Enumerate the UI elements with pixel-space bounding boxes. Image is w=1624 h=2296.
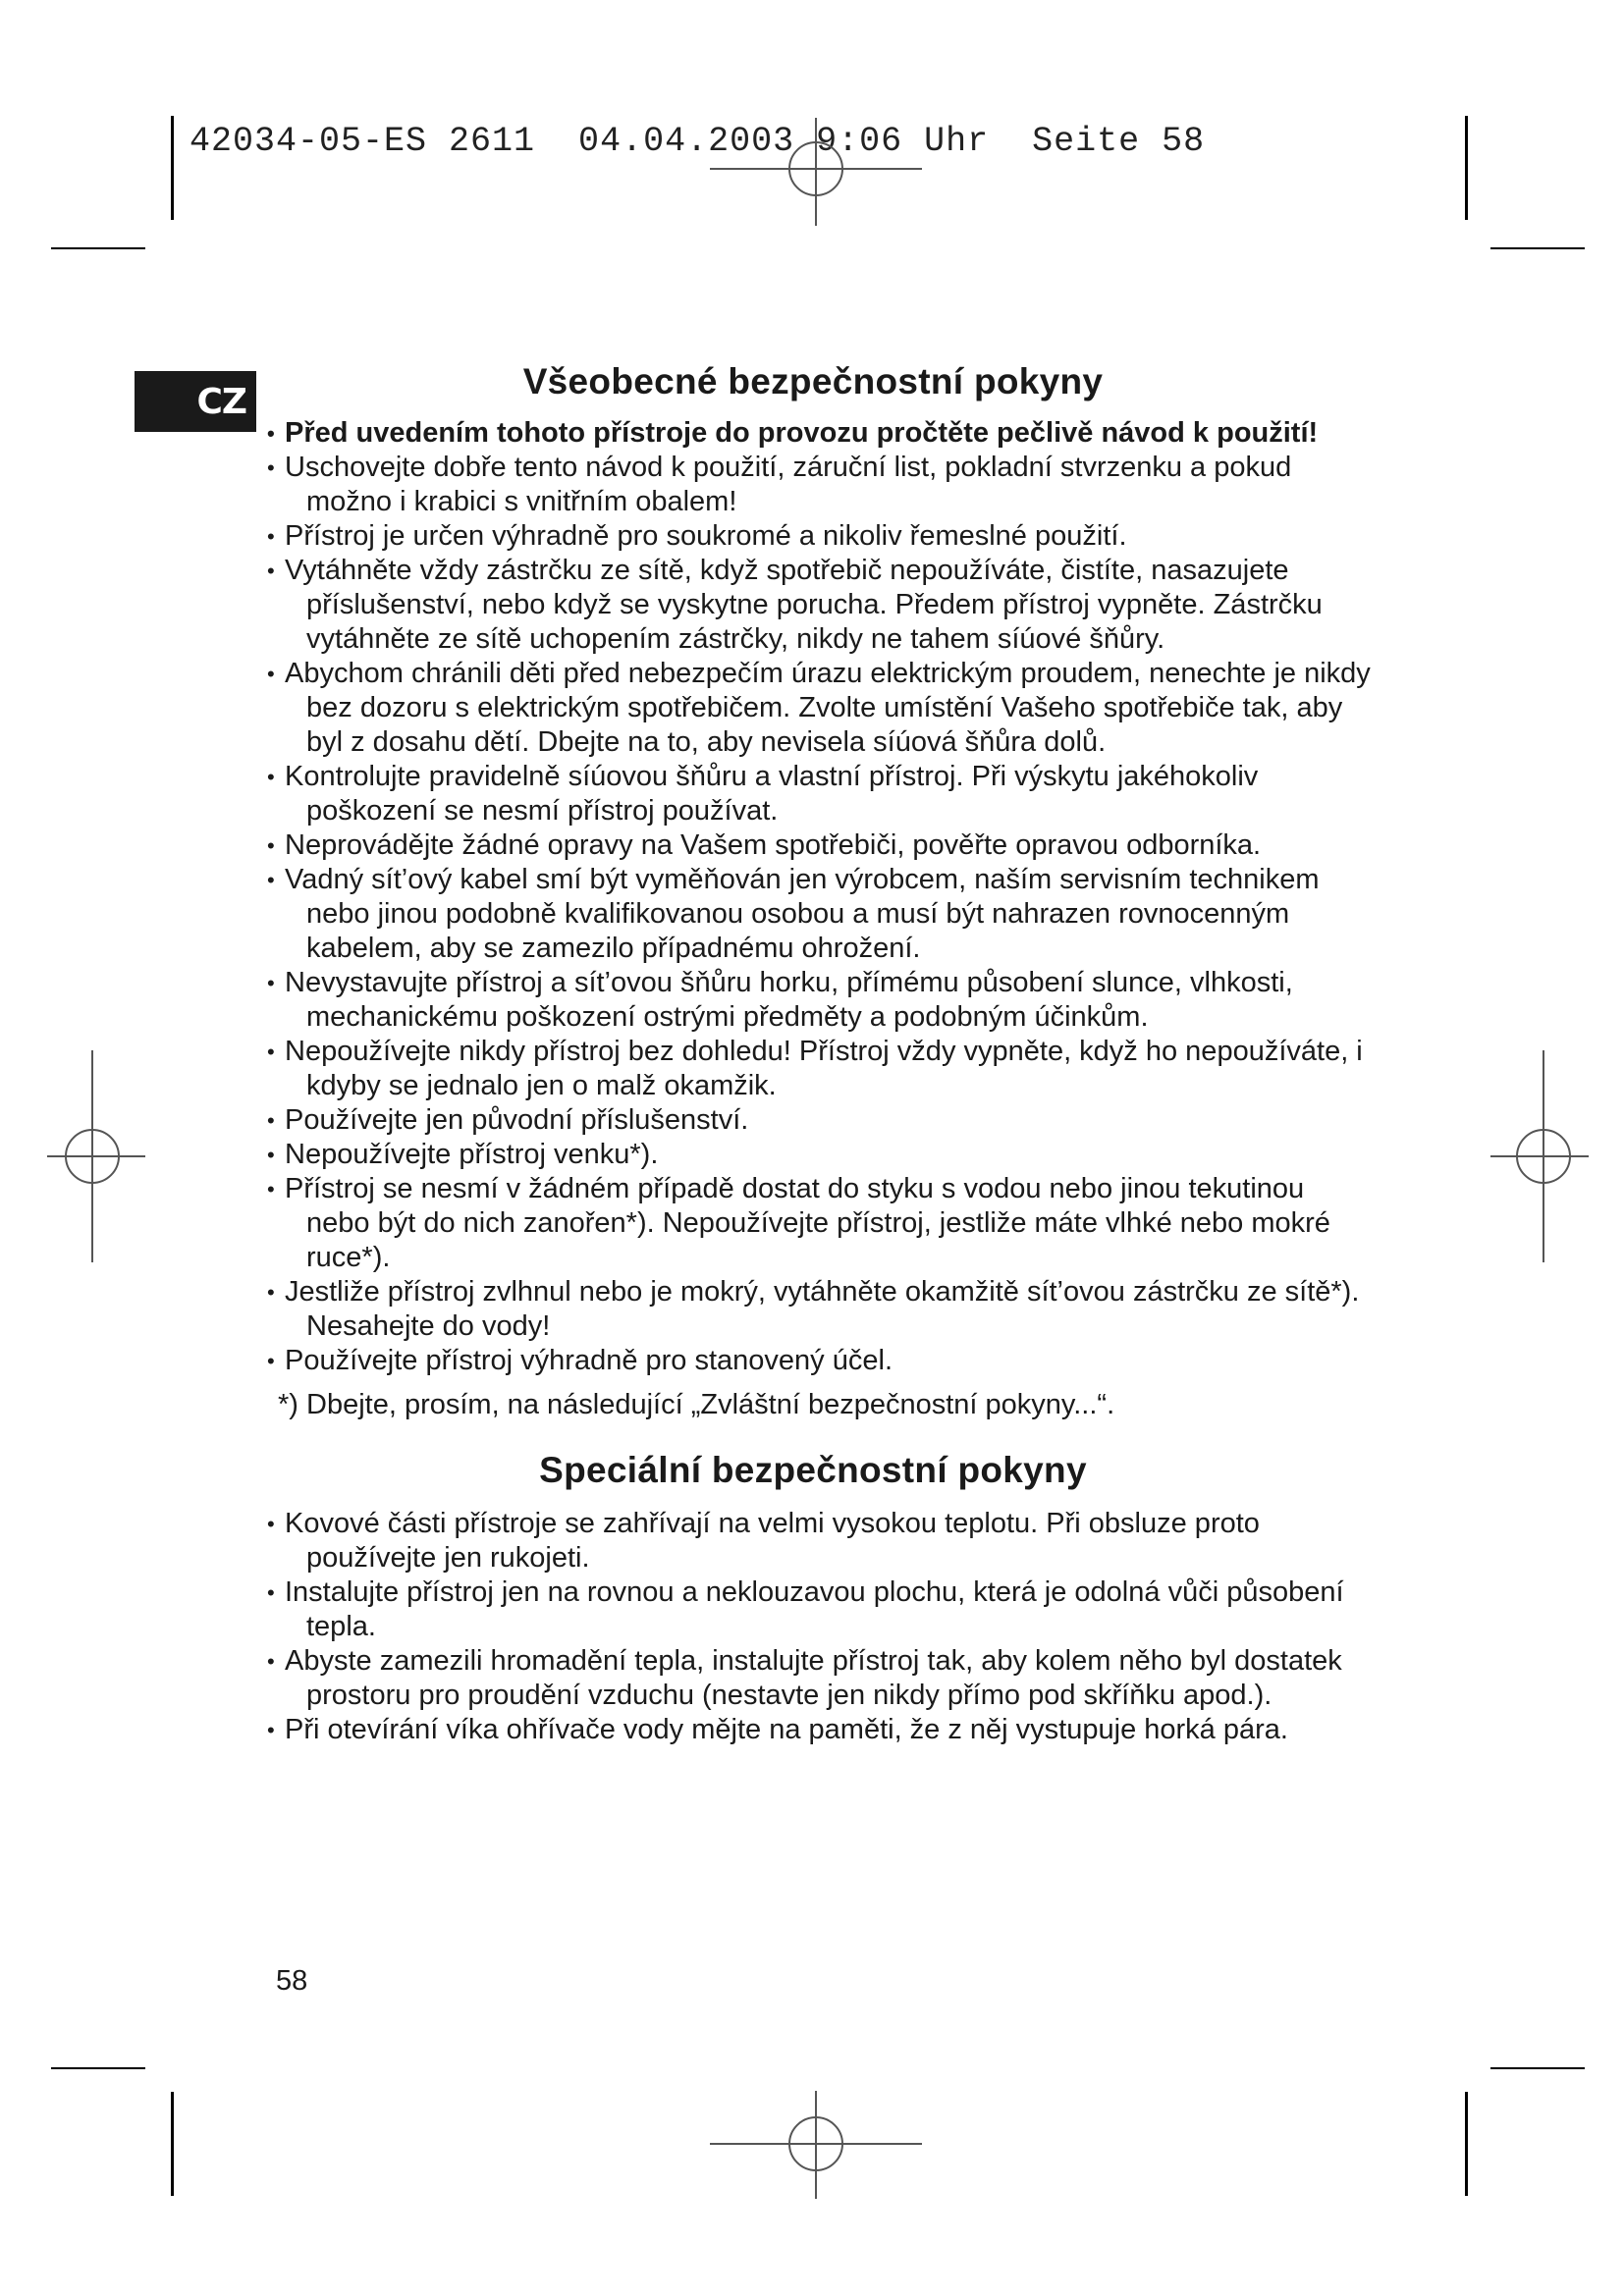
- section-title-general-safety: Všeobecné bezpečnostní pokyny: [522, 361, 1104, 401]
- crop-mark-top-right-horizontal: [1490, 247, 1585, 249]
- list-item: • Vytáhněte vždy zástrčku ze sítě, když spotřebič nepoužíváte, čistíte, nasazujete příslušenství, nebo když se vyskytne porucha. Předem přístroj vypněte. Zástrčku vytáhněte ze sítě uchopením zástrčky, nikdy ne tahem síúové šňůry.: [285, 554, 1373, 657]
- registration-mark-right: [1490, 1050, 1589, 1262]
- registration-mark-top: [710, 118, 922, 226]
- list-item: • Uschovejte dobře tento návod k použití, záruční list, pokladní stvrzenku a pokud možno i krabici s vnitřním obalem!: [285, 451, 1373, 519]
- crop-mark-top-right-vertical: [1465, 116, 1468, 220]
- footnote: *) Dbejte, prosím, na následující „Zvláštní bezpečnostní pokyny...“.: [278, 1389, 1115, 1420]
- section-title-special-safety: Speciální bezpečnostní pokyny: [539, 1450, 1087, 1490]
- list-item: • Instalujte přístroj jen na rovnou a neklouzavou plochu, která je odolná vůči působení tepla.: [285, 1575, 1373, 1644]
- list-item: • Nevystavujte přístroj a sít’ovou šňůru horku, přímému působení slunce, vlhkosti, mechanickému poškození ostrými předměty a podobným účinkům.: [285, 966, 1373, 1035]
- list-item: • Neprovádějte žádné opravy na Vašem spotřebiči, pověřte opravou odborníka.: [285, 828, 1373, 863]
- language-tab: CZ: [135, 371, 256, 432]
- list-item: • Abyste zamezili hromadění tepla, instalujte přístroj tak, aby kolem něho byl dostatek prostoru pro proudění vzduchu (nestavte jen nikdy přímo pod skříňku apod.).: [285, 1644, 1373, 1713]
- crop-mark-top-left-vertical: [171, 116, 174, 220]
- list-item: • Vadný sít’ový kabel smí být vyměňován jen výrobcem, naším servisním technikem nebo jinou podobně kvalifikovanou osobou a musí být nahrazen rovnocenným kabelem, aby se zamezilo případnému ohrožení.: [285, 863, 1373, 966]
- list-item: • Před uvedením tohoto přístroje do provozu pročtěte pečlivě návod k použití!: [285, 416, 1373, 451]
- list-item: • Přístroj se nesmí v žádném případě dostat do styku s vodou nebo jinou tekutinou nebo být do nich zanořen*). Nepoužívejte přístroj, jestliže máte vlhké nebo mokré ruce*).: [285, 1172, 1373, 1275]
- list-item: • Při otevírání víka ohřívače vody mějte na paměti, že z něj vystupuje horká pára.: [285, 1713, 1373, 1747]
- registration-mark-left: [47, 1050, 145, 1262]
- crop-mark-top-left-horizontal: [51, 247, 145, 249]
- crop-mark-bottom-left-horizontal: [51, 2067, 145, 2069]
- crop-mark-bottom-left-vertical: [171, 2092, 174, 2196]
- registration-mark-bottom: [710, 2091, 922, 2199]
- list-item: • Kovové části přístroje se zahřívají na velmi vysokou teplotu. Při obsluze proto používejte jen rukojeti.: [285, 1507, 1373, 1575]
- page-content: [253, 361, 1373, 1747]
- crop-mark-bottom-right-horizontal: [1490, 2067, 1585, 2069]
- list-item: • Přístroj je určen výhradně pro soukromé a nikoliv řemeslné použití.: [285, 519, 1373, 554]
- list-item: • Nepoužívejte přístroj venku*).: [285, 1138, 1373, 1172]
- list-item: • Používejte jen původní příslušenství.: [285, 1103, 1373, 1138]
- crop-mark-bottom-right-vertical: [1465, 2092, 1468, 2196]
- list-item: • Používejte přístroj výhradně pro stanovený účel.: [285, 1344, 1373, 1378]
- page-number: 58: [276, 1965, 308, 1997]
- list-item: • Kontrolujte pravidelně síúovou šňůru a vlastní přístroj. Při výskytu jakéhokoliv poškození se nesmí přístroj používat.: [285, 760, 1373, 828]
- special-safety-list: [253, 1507, 1373, 1747]
- list-item: • Abychom chránili děti před nebezpečím úrazu elektrickým proudem, nenechte je nikdy bez dozoru s elektrickým spotřebičem. Zvolte umístění Vašeho spotřebiče tak, aby byl z dosahu dětí. Dbejte na to, aby nevisela síúová šňůra dolů.: [285, 657, 1373, 760]
- print-slug-line: 42034-05-ES 2611 04.04.2003 9:06 Uhr Seite 58: [189, 122, 1206, 161]
- list-item: • Jestliže přístroj zvlhnul nebo je mokrý, vytáhněte okamžitě sít’ovou zástrčku ze sítě*). Nesahejte do vody!: [285, 1275, 1373, 1344]
- list-item: • Nepoužívejte nikdy přístroj bez dohledu! Přístroj vždy vypněte, když ho nepoužíváte, i kdyby se jednalo jen o malž okamžik.: [285, 1035, 1373, 1103]
- general-safety-list: [253, 416, 1373, 1378]
